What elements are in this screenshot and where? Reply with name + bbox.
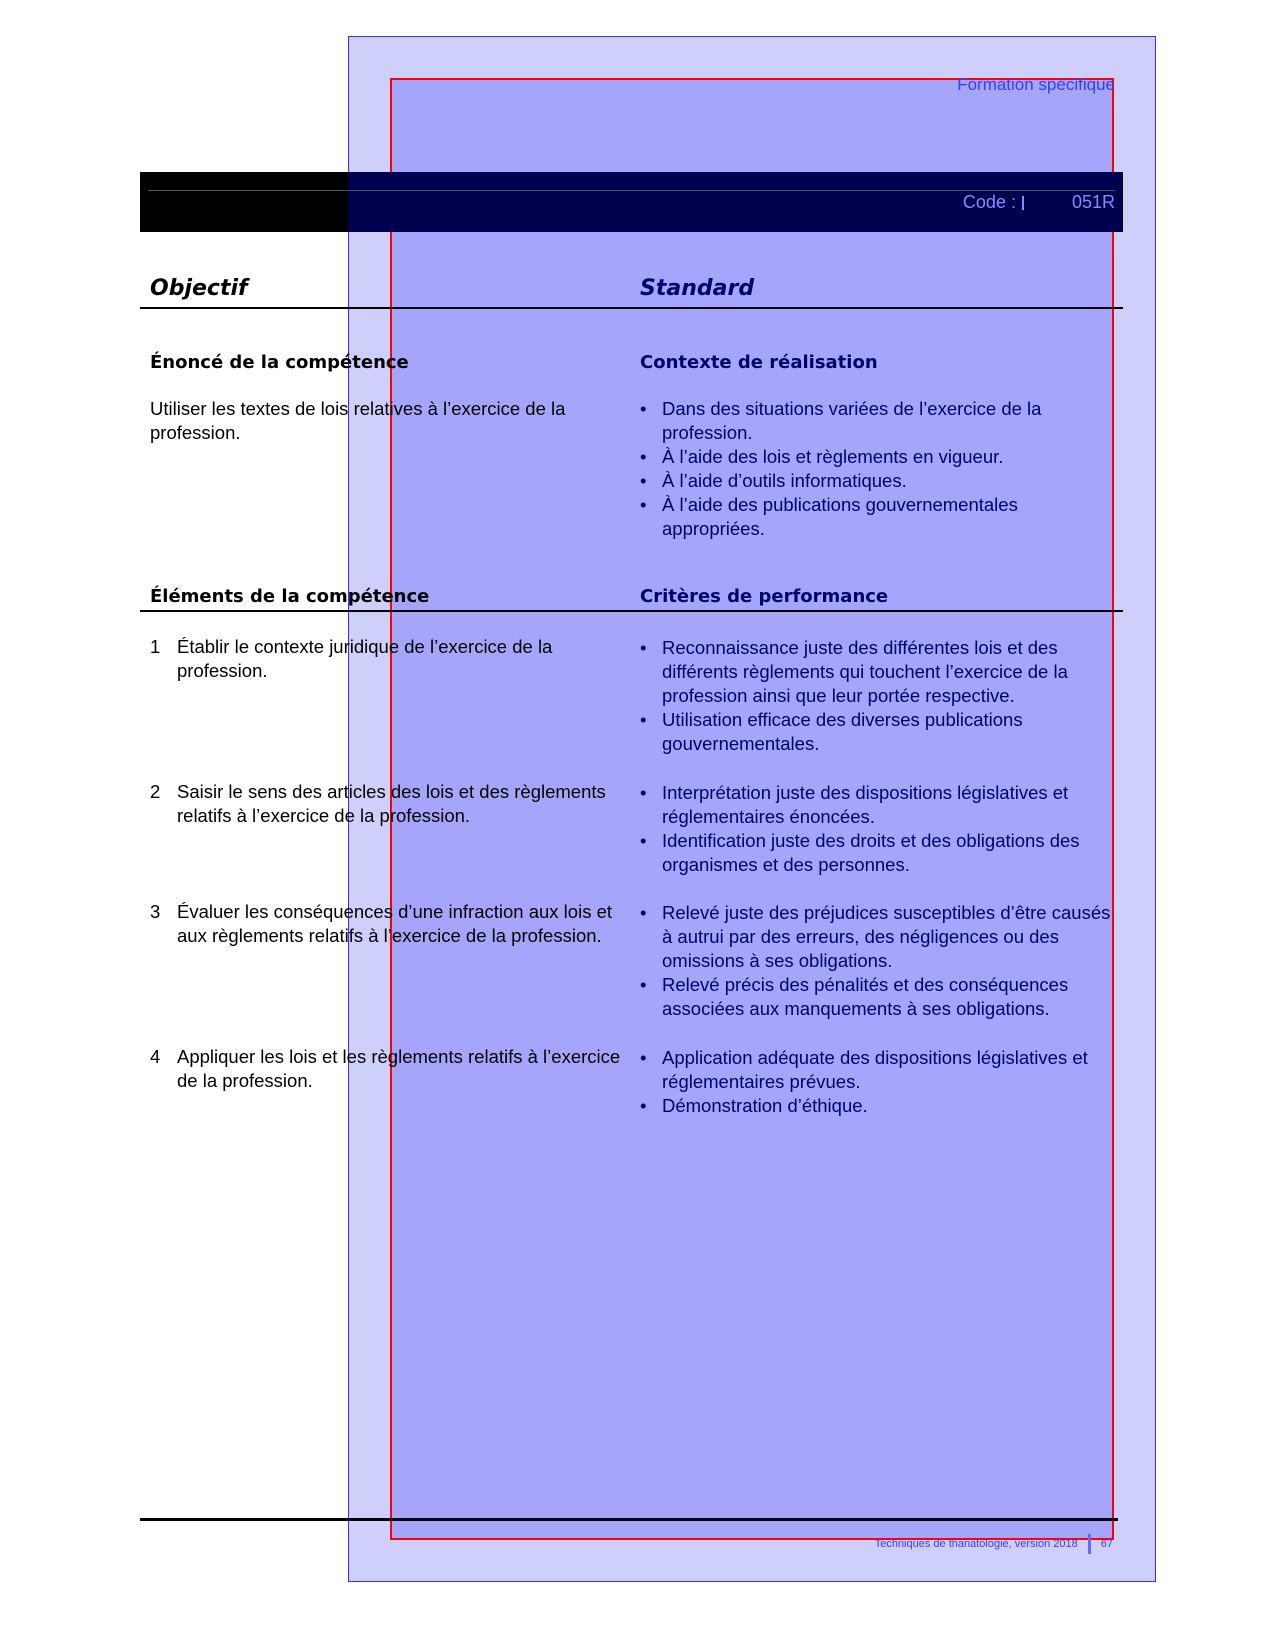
element-text: Saisir le sens des articles des lois et des règlements relatifs à l’exercice de la profession. [177, 781, 606, 826]
element-text: Établir le contexte juridique de l’exercice de la profession. [177, 636, 553, 681]
list-item: • Utilisation efficace des diverses publications gouvernementales. [640, 708, 1115, 756]
element-number: 2 [150, 781, 161, 802]
element-text: Appliquer les lois et les règlements relatifs à l’exercice de la profession. [177, 1046, 621, 1091]
code-value: 051R [1071, 192, 1115, 212]
list-item: • Relevé juste des préjudices susceptibles d’être causés à autrui par des erreurs, des négligences ou des omissions à ses obligations. [640, 901, 1115, 973]
criteres-heading: Critères de performance [640, 586, 889, 607]
list-item: • Dans des situations variées de l’exercice de la profession. [640, 397, 1115, 445]
footer-rule [140, 1518, 1118, 1521]
footer-title: Techniques de thanatologie, version 2018 [874, 1537, 1078, 1550]
page-number: 67 [1100, 1537, 1113, 1550]
competence-code [963, 192, 1115, 213]
code-label: Code : [962, 192, 1016, 212]
contexte-heading: Contexte de réalisation [640, 352, 878, 373]
criteres-list [640, 1046, 1115, 1118]
section-rule [140, 610, 1123, 612]
criteres-list [640, 781, 1115, 877]
list-item: • À l’aide des publications gouvernementales appropriées. [640, 493, 1115, 541]
list-item: • Démonstration d’éthique. [640, 1094, 1115, 1118]
element-text: Évaluer les conséquences d’une infraction aux lois et aux règlements relatifs à l’exercice de la profession. [177, 901, 613, 946]
footer [875, 1534, 1113, 1554]
criteres-list [640, 901, 1115, 1021]
enonce-heading: Énoncé de la compétence [150, 352, 409, 373]
list-item: • Identification juste des droits et des obligations des organismes et des personnes. [640, 829, 1115, 877]
list-item: • Application adéquate des dispositions législatives et réglementaires prévues. [640, 1046, 1115, 1094]
list-item: • Relevé précis des pénalités et des conséquences associées aux manquements à ses obligations. [640, 973, 1115, 1021]
element-number: 4 [150, 1046, 161, 1067]
element-number: 1 [150, 636, 161, 657]
program-label: Formation spécifique [957, 75, 1115, 94]
list-item: • À l’aide des lois et règlements en vigueur. [640, 445, 1115, 469]
criteres-list [640, 636, 1115, 756]
enonce-text: Utiliser les textes de lois relatives à l’exercice de la profession. [150, 398, 566, 443]
section-rule [140, 307, 1123, 309]
list-item: • Interprétation juste des dispositions législatives et réglementaires énoncées. [640, 781, 1115, 829]
contexte-list [640, 397, 1115, 541]
element-number: 3 [150, 901, 161, 922]
objectif-heading: Objectif [150, 276, 248, 301]
list-item: • À l’aide d’outils informatiques. [640, 469, 1115, 493]
elements-heading: Éléments de la compétence [150, 586, 430, 607]
standard-heading: Standard [640, 276, 755, 301]
list-item: • Reconnaissance juste des différentes lois et des différents règlements qui touchent l’exercice de la profession ainsi que leur portée respective. [640, 636, 1115, 708]
